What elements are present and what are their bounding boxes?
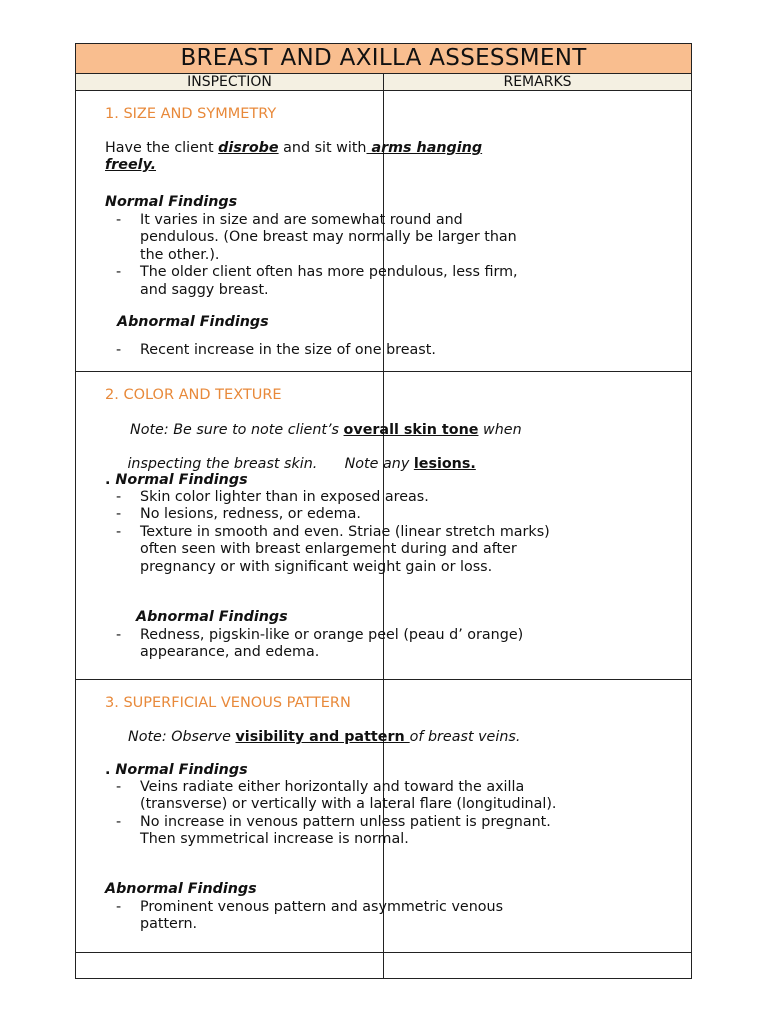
empty-row-cell	[76, 953, 384, 979]
instruction-text: Have the client disrobe and sit with arms hanging	[105, 140, 483, 156]
list-item: - The older client often has more pendulous, less firm, and saggy breast.	[105, 264, 535, 299]
list-item: - Prominent venous pattern and asymmetric venous pattern.	[105, 899, 545, 934]
abnormal-findings-label: Abnormal Findings	[117, 314, 269, 330]
abnormal-findings-label: Abnormal Findings	[105, 881, 257, 897]
abnormal-findings-list	[105, 342, 535, 359]
list-item: - Skin color lighter than in exposed areas.	[105, 489, 565, 506]
section-size-symmetry	[76, 91, 518, 372]
list-item: - No increase in venous pattern unless patient is pregnant. Then symmetrical increase is normal.	[105, 814, 565, 849]
normal-findings-label: . Normal Findings	[105, 472, 248, 488]
list-item: - Veins radiate either horizontally and toward the axilla (transverse) or vertically with a lateral flare (longitudinal).	[105, 779, 565, 814]
section-color-texture	[76, 372, 550, 680]
abnormal-findings-list	[105, 627, 565, 662]
normal-findings-list	[105, 489, 565, 576]
inspection-header: INSPECTION	[76, 74, 384, 91]
abnormal-findings-list	[105, 899, 545, 934]
normal-findings-label: Normal Findings	[105, 194, 238, 210]
note-text: Note: Be sure to note client’s overall skin tone when	[130, 422, 522, 438]
normal-findings-list	[105, 779, 565, 849]
normal-findings-list	[105, 212, 535, 299]
section-title: 1. SIZE AND SYMMETRY	[105, 106, 277, 122]
note-text: Note: Observe visibility and pattern of breast veins.	[128, 729, 521, 745]
list-item: - Redness, pigskin-like or orange peel (peau d’ orange) appearance, and edema.	[105, 627, 565, 662]
list-item: - No lesions, redness, or edema.	[105, 506, 565, 523]
normal-findings-label: . Normal Findings	[105, 762, 248, 778]
list-item: - Texture in smooth and even. Striae (linear stretch marks) often seen with breast enlargement during and after pregnancy or with significant weight gain or loss.	[105, 524, 565, 576]
instruction-text-cont: freely.	[105, 157, 157, 173]
section-title: 2. COLOR AND TEXTURE	[105, 387, 282, 403]
remarks-header: REMARKS	[384, 74, 692, 91]
assessment-sheet	[75, 43, 692, 979]
assessment-table	[75, 43, 692, 979]
remarks-cell[interactable]	[384, 953, 692, 979]
document-title: BREAST AND AXILLA ASSESSMENT	[76, 44, 692, 74]
list-item: - Recent increase in the size of one breast.	[105, 342, 535, 359]
section-venous-pattern	[76, 680, 557, 953]
list-item: - It varies in size and are somewhat round and pendulous. (One breast may normally be larger than the other.).	[105, 212, 535, 264]
note-text-cont: inspecting the breast skin. Note any lesions.	[127, 456, 476, 473]
abnormal-findings-label: Abnormal Findings	[136, 609, 288, 625]
section-title: 3. SUPERFICIAL VENOUS PATTERN	[105, 695, 351, 711]
